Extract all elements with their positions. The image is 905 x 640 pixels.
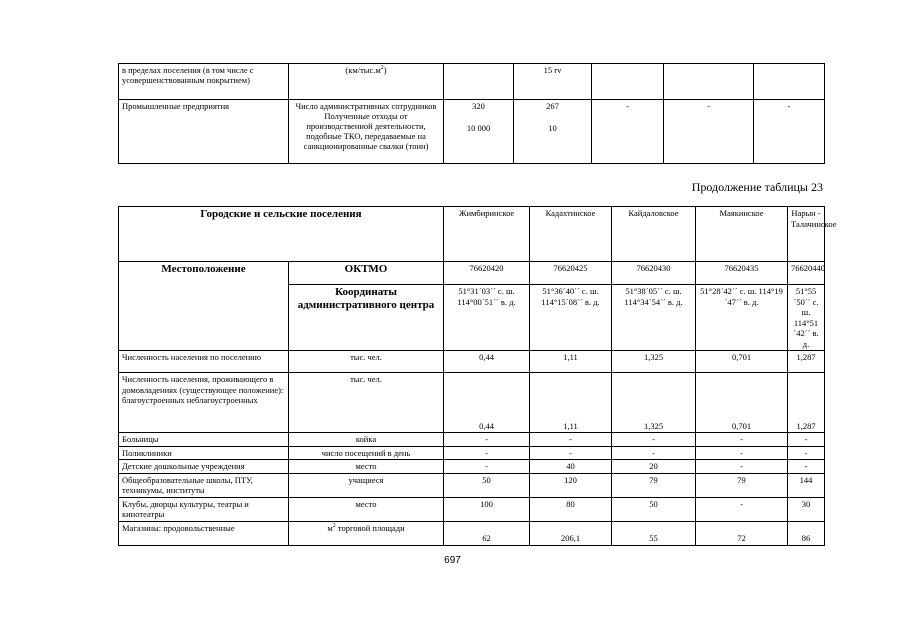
cell-value: - bbox=[696, 433, 788, 447]
cell-value: - bbox=[530, 446, 612, 460]
table-row bbox=[119, 433, 825, 447]
table-row bbox=[119, 446, 825, 460]
cell-value: - bbox=[696, 446, 788, 460]
coordinates: 51°55´50´´ с. ш. 114°51´42´´ в. д. bbox=[788, 285, 825, 351]
cell-value: 0,44 bbox=[444, 351, 530, 373]
coordinates: 51°28´42´´ с. ш. 114°19´47´´ в. д. bbox=[696, 285, 788, 351]
cell-value: 144 bbox=[788, 473, 825, 497]
cell-value: - bbox=[444, 433, 530, 447]
table-title: Городские и сельские поселения bbox=[119, 207, 444, 262]
value-waste: 10 000 bbox=[466, 123, 491, 133]
settlements-table bbox=[118, 206, 837, 546]
table-row bbox=[119, 497, 825, 521]
cell-value: 1,287 bbox=[788, 373, 825, 433]
cell-value: - bbox=[444, 460, 530, 474]
row-unit: $м^2$ торговой площади bbox=[289, 521, 444, 545]
cell-value bbox=[592, 64, 664, 100]
coordinates: 51°36´40´´ с. ш. 114°15´08´´ в. д. bbox=[530, 285, 612, 351]
row-name: Магазины: продовольственные bbox=[119, 521, 289, 545]
cell-value bbox=[444, 64, 514, 100]
cell-value: 0,701 bbox=[696, 373, 788, 433]
cell-value: 50 bbox=[444, 473, 530, 497]
cell-value: 79 bbox=[612, 473, 696, 497]
cell-value: 1,325 bbox=[612, 351, 696, 373]
row-name: Численность населения, проживающего в домовладениях (существующее положение): благоустроенных неблагоустроенных bbox=[119, 373, 289, 433]
cell-value: 120 bbox=[530, 473, 612, 497]
cell-value: 15 rv bbox=[514, 64, 592, 100]
cell-value: - bbox=[664, 100, 754, 164]
row-name: Больницы bbox=[119, 433, 289, 447]
table-row bbox=[119, 460, 825, 474]
cell-value: - bbox=[592, 100, 664, 164]
row-unit: $(км/тыс.м^2)$ bbox=[289, 64, 444, 100]
value-waste: 10 bbox=[548, 123, 557, 133]
cell-value: - bbox=[788, 433, 825, 447]
coordinates: 51°31´03´´ с. ш. 114°00´51´´ в. д. bbox=[444, 285, 530, 351]
cell-value: 40 bbox=[530, 460, 612, 474]
coordinates: 51°38´05´´ с. ш. 114°34´54´´ в. д. bbox=[612, 285, 696, 351]
table-row bbox=[119, 100, 825, 164]
oktmo-code: 76620435 bbox=[696, 262, 788, 285]
header-row bbox=[119, 207, 825, 262]
table-row bbox=[119, 64, 825, 100]
unit-staff: Число административных сотрудников bbox=[295, 101, 437, 111]
table-row bbox=[119, 521, 825, 545]
cell-value: - bbox=[696, 497, 788, 521]
oktmo-label: ОКТМО bbox=[289, 262, 444, 285]
oktmo-code: 76620440 bbox=[788, 262, 825, 285]
row-unit: место bbox=[289, 497, 444, 521]
cell-value: 0,701 bbox=[696, 351, 788, 373]
cell-value: 100 bbox=[444, 497, 530, 521]
cell-value: 1,11 bbox=[530, 373, 612, 433]
row-name: в пределах поселения (в том числе с усовершенствованным покрытием) bbox=[119, 64, 289, 100]
row-name: Общеобразовательные школы, ПТУ, техникумы, институты bbox=[119, 473, 289, 497]
cell-value: - bbox=[788, 446, 825, 460]
cell-value: 1,287 bbox=[788, 351, 825, 373]
table-row bbox=[119, 351, 825, 373]
settlement-name: Жимбиринское bbox=[444, 207, 530, 262]
row-unit: число посещений в день bbox=[289, 446, 444, 460]
cell-value: 50 bbox=[612, 497, 696, 521]
cell-value: - bbox=[530, 433, 612, 447]
cell-value bbox=[664, 64, 754, 100]
cell-value: - bbox=[444, 446, 530, 460]
row-unit: койка bbox=[289, 433, 444, 447]
row-name: Детские дошкольные учреждения bbox=[119, 460, 289, 474]
row-name: Поликлиники bbox=[119, 446, 289, 460]
previous-table-fragment bbox=[118, 63, 825, 164]
row-name: Промышленные предприятия bbox=[119, 100, 289, 164]
row-name: Клубы, дворцы культуры, театры и кинотеатры bbox=[119, 497, 289, 521]
cell-value: 1,11 bbox=[530, 351, 612, 373]
cell-value: 72 bbox=[696, 521, 788, 545]
cell-value: 79 bbox=[696, 473, 788, 497]
cell-value: 80 bbox=[530, 497, 612, 521]
row-unit: учащиеся bbox=[289, 473, 444, 497]
table-row bbox=[119, 473, 825, 497]
row-unit: тыс. чел. bbox=[289, 373, 444, 433]
cell-value: 206,1 bbox=[530, 521, 612, 545]
cell-value: 20 bbox=[612, 460, 696, 474]
settlement-name: Кайдаловское bbox=[612, 207, 696, 262]
table-row bbox=[119, 373, 825, 433]
page-number: 697 bbox=[444, 555, 461, 566]
cell-value: - bbox=[788, 460, 825, 474]
cell-value: 30 bbox=[788, 497, 825, 521]
oktmo-code: 76620420 bbox=[444, 262, 530, 285]
coordinates-label: Координаты административного центра bbox=[289, 285, 444, 351]
cell-value: - bbox=[696, 460, 788, 474]
oktmo-row bbox=[119, 262, 825, 285]
row-unit bbox=[289, 100, 444, 164]
settlement-name: Маякинское bbox=[696, 207, 788, 262]
cell-value bbox=[444, 100, 514, 164]
cell-value bbox=[754, 64, 825, 100]
oktmo-code: 76620430 bbox=[612, 262, 696, 285]
row-name: Численность населения по поселению bbox=[119, 351, 289, 373]
cell-value: 86 bbox=[788, 521, 825, 545]
value-staff: 320 bbox=[472, 101, 485, 111]
cell-value: 1,325 bbox=[612, 373, 696, 433]
unit-waste: Полученные отходы от производственной деятельности, подобные ТКО, передаваемые на санкционированные свалки (тонн) bbox=[303, 111, 429, 151]
oktmo-code: 76620425 bbox=[530, 262, 612, 285]
row-unit: тыс. чел. bbox=[289, 351, 444, 373]
cell-value: 55 bbox=[612, 521, 696, 545]
row-unit: место bbox=[289, 460, 444, 474]
cell-value: - bbox=[612, 433, 696, 447]
cell-value bbox=[514, 100, 592, 164]
cell-value: 62 bbox=[444, 521, 530, 545]
settlement-name: Кадахтинское bbox=[530, 207, 612, 262]
cell-value: - bbox=[612, 446, 696, 460]
value-staff: 267 bbox=[546, 101, 559, 111]
settlement-name: Нарын - Талачинское bbox=[788, 207, 825, 262]
continuation-label: Продолжение таблицы 23 bbox=[691, 180, 823, 194]
location-label: Местоположение bbox=[119, 262, 289, 351]
cell-value: - bbox=[754, 100, 825, 164]
cell-value: 0,44 bbox=[444, 373, 530, 433]
